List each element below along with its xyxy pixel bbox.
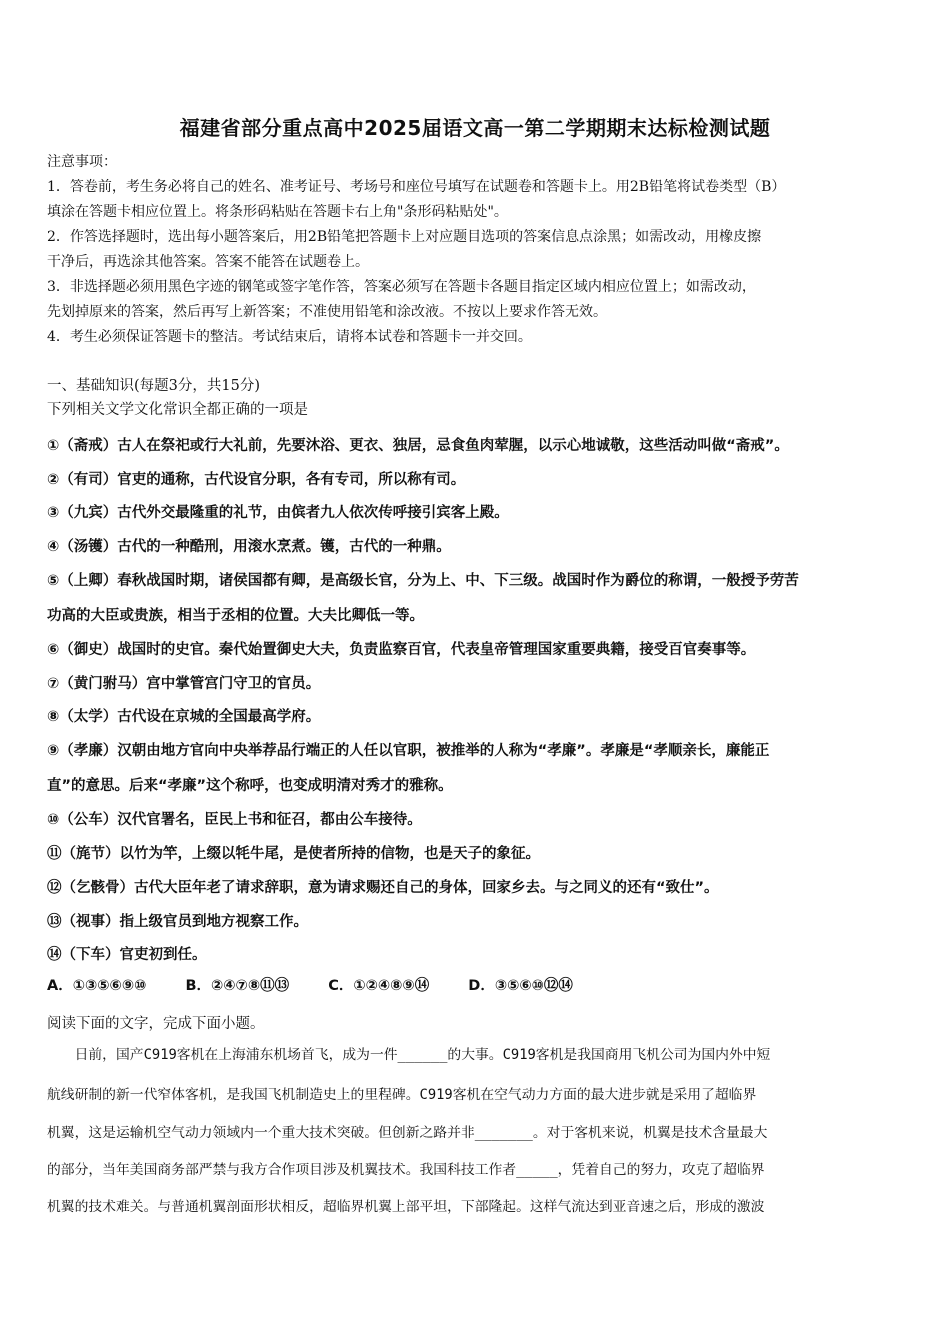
list-item: ①（斋戒）古人在祭祀或行大礼前，先要沐浴、更衣、独居，忌食鱼肉荤腥，以示心地诚敬，这些活动叫做“斋戒”。 — [47, 438, 789, 454]
exam-title: 福建省部分重点高中2025届语文高一第二学期期末达标检测试题 — [179, 116, 771, 140]
list-item: ②（有司）官吏的通称，古代设官分职，各有专司，所以称有司。 — [47, 472, 466, 488]
question-stem: 下列相关文学文化常识全都正确的一项是 — [47, 402, 308, 418]
list-item: ④（汤镬）古代的一种酷刑，用滚水烹煮。镬，古代的一种鼎。 — [47, 539, 451, 555]
list-item: ③（九宾）古代外交最隆重的礼节，由傧者九人依次传呼接引宾客上殿。 — [47, 505, 509, 521]
list-item: ⑪（旄节）以竹为竿，上缀以牦牛尾，是使者所持的信物，也是天子的象征。 — [47, 846, 540, 862]
list-item: ⑧（太学）古代设在京城的全国最高学府。 — [47, 709, 321, 725]
list-item: ⑨（孝廉）汉朝由地方官向中央举荐品行端正的人任以官职，被推举的人称为“孝廉”。孝廉是“孝顺亲长，廉能正 — [47, 743, 770, 759]
list-item: ⑥（御史）战国时的史官。秦代始置御史大夫，负责监察百官，代表皇帝管理国家重要典籍，接受百官奏事等。 — [47, 642, 756, 658]
notice-line: 3．非选择题必须用黑色字迹的钢笔或签字笔作答，答案必须写在答题卡各题目指定区域内相应位置上；如需改动， — [47, 279, 756, 295]
passage-line: 机翼，这是运输机空气动力领域内一个重大技术突破。但创新之路并非_______。对于客机来说，机翼是技术含量最大 — [47, 1125, 768, 1141]
answer-options — [47, 976, 607, 996]
option-c[interactable]: C．①②④⑧⑨⑭ — [328, 978, 430, 994]
list-item: ⑦（黄门驸马）宫中掌管宫门守卫的官员。 — [47, 676, 321, 692]
notice-line: 干净后，再选涂其他答案。答案不能答在试题卷上。 — [47, 254, 369, 270]
notice-line: 填涂在答题卡相应位置上。将条形码粘贴在答题卡右上角"条形码粘贴处"。 — [47, 204, 508, 220]
notice-heading: 注意事项： — [47, 154, 117, 170]
notice-line: 1．答卷前，考生务必将自己的姓名、准考证号、考场号和座位号填写在试题卷和答题卡上。用2B铅笔将试卷类型（B） — [47, 179, 786, 195]
passage-line: 的部分，当年美国商务部严禁与我方合作项目涉及机翼技术。我国科技工作者_____，凭着自己的努力，攻克了超临界 — [47, 1162, 765, 1178]
notice-line: 2．作答选择题时，选出每小题答案后，用2B铅笔把答题卡上对应题目选项的答案信息点涂黑；如需改动，用橡皮擦 — [47, 229, 762, 245]
passage-line: 日前，国产C919客机在上海浦东机场首飞，成为一件______的大事。C919客机是我国商用飞机公司为国内外中短 — [47, 1047, 771, 1063]
section-heading: 一、基础知识(每题3分，共15分) — [47, 378, 260, 394]
list-item: ⑬（视事）指上级官员到地方视察工作。 — [47, 914, 308, 930]
notice-line: 4．考生必须保证答题卡的整洁。考试结束后，请将本试卷和答题卡一并交回。 — [47, 329, 532, 345]
option-a[interactable]: A．①③⑤⑥⑨⑩ — [47, 978, 147, 994]
option-b[interactable]: B．②④⑦⑧⑪⑬ — [185, 978, 290, 994]
reading-intro: 阅读下面的文字，完成下面小题。 — [47, 1016, 265, 1032]
list-item: ⑩（公车）汉代官署名，臣民上书和征召，都由公车接待。 — [47, 812, 422, 828]
list-item: ⑭（下车）官吏初到任。 — [47, 947, 207, 963]
list-item: 直”的意思。后来“孝廉”这个称呼，也变成明清对秀才的雅称。 — [47, 778, 453, 794]
list-item: 功高的大臣或贵族，相当于丞相的位置。大夫比卿低一等。 — [47, 608, 424, 624]
option-d[interactable]: D．③⑤⑥⑩⑫⑭ — [468, 978, 573, 994]
list-item: ⑫（乞骸骨）古代大臣年老了请求辞职，意为请求赐还自己的身体，回家乡去。与之同义的还有“致仕”。 — [47, 880, 719, 896]
list-item: ⑤（上卿）春秋战国时期，诸侯国都有卿，是高级长官，分为上、中、下三级。战国时作为爵位的称谓，一般授予劳苦 — [47, 573, 799, 589]
notice-line: 先划掉原来的答案，然后再写上新答案；不准使用铅笔和涂改液。不按以上要求作答无效。 — [47, 304, 607, 320]
passage-line: 航线研制的新一代窄体客机，是我国飞机制造史上的里程碑。C919客机在空气动力方面的最大进步就是采用了超临界 — [47, 1087, 757, 1103]
passage-line: 机翼的技术难关。与普通机翼剖面形状相反，超临界机翼上部平坦，下部隆起。这样气流达到亚音速之后，形成的激波 — [47, 1199, 765, 1215]
